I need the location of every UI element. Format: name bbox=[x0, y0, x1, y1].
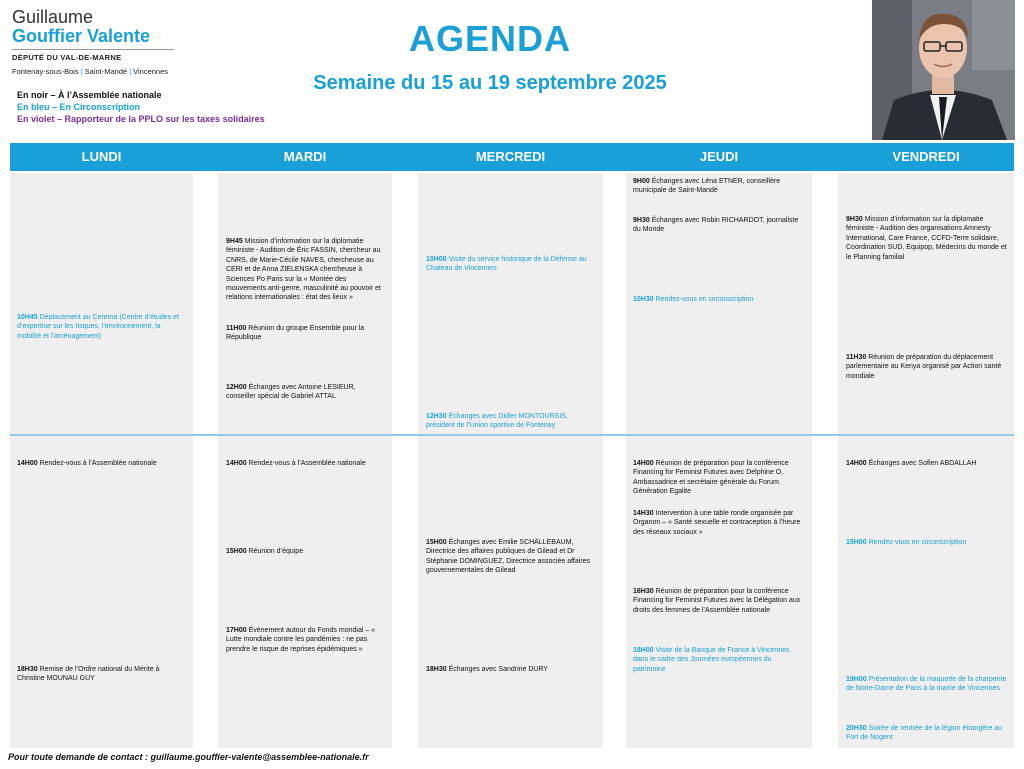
event-text: Réunion de préparation pour la conférence Financing for Feminist Futures avec la Délégation aux droits des femmes de l’Assemblée nationale bbox=[633, 588, 801, 614]
agenda-event bbox=[17, 459, 185, 468]
event-time: 10H45 bbox=[17, 314, 38, 321]
agenda-event bbox=[226, 383, 386, 402]
brand-first-name: Guillaume bbox=[12, 7, 94, 27]
event-text: Rendez-vous à l’Assemblée nationale bbox=[248, 460, 366, 467]
legend-black: En noir – À l’Assemblée nationale bbox=[17, 90, 162, 100]
agenda-event bbox=[226, 324, 386, 343]
agenda-event bbox=[426, 665, 596, 674]
agenda-event bbox=[426, 538, 596, 576]
event-text: Visite du service historique de la Défense au Chateau de Vincennes bbox=[426, 256, 587, 273]
legend-violet: En violet – Rapporteur de la PPLO sur les taxes solidaires bbox=[17, 114, 265, 124]
event-time: 10H00 bbox=[426, 256, 447, 263]
event-text: Réunion de préparation du déplacement parlementaire au Kenya organisé par Action santé mondiale bbox=[846, 354, 1002, 380]
town-vincennes: Vincennes bbox=[133, 67, 169, 76]
event-time: 16H30 bbox=[633, 588, 654, 595]
event-time: 14H00 bbox=[633, 460, 654, 467]
agenda-event bbox=[846, 353, 1008, 381]
event-text: Déplacement au Cerema (Centre d’études et d’expertise sur les risques, l’environnement, la mobilité et l’aménagement) bbox=[17, 314, 179, 340]
event-text: Rendez-vous à l’Assemblée nationale bbox=[39, 460, 157, 467]
event-time: 9H00 bbox=[633, 178, 650, 185]
event-time: 15H00 bbox=[426, 539, 447, 546]
event-time: 20H30 bbox=[846, 725, 867, 732]
town-separator: | bbox=[80, 67, 83, 76]
event-time: 15H00 bbox=[846, 539, 867, 546]
portrait-illustration bbox=[872, 0, 1015, 140]
agenda-event bbox=[17, 665, 185, 684]
event-text: Mission d’information sur la diplomatie féministe - Audition de Éric FASSIN, chercheur au CNRS, de Marie-Cécile NAVES, chercheuse au CERI et de Anna ZIELENSKA chercheuse à Sciences Po Paris sur la « Montée des mouvements anti-genre, masculinité au pouvoir et relations internationales : état des lieux » bbox=[226, 238, 381, 302]
agenda-event bbox=[633, 177, 805, 196]
brand-role: DÉPUTÉ DU VAL-DE-MARNE bbox=[12, 53, 122, 62]
event-text: Échanges avec Sandrine DURY bbox=[448, 666, 549, 673]
day-header-vendredi: VENDREDI bbox=[892, 149, 960, 164]
town-saint-mande: Saint-Mandé bbox=[84, 67, 128, 76]
day-header-mardi: MARDI bbox=[283, 149, 327, 164]
agenda-event bbox=[846, 675, 1008, 694]
agenda-event bbox=[633, 216, 805, 235]
town-fontenay: Fontenay-sous-Bois bbox=[12, 67, 79, 76]
agenda-event bbox=[633, 295, 805, 304]
agenda-event bbox=[846, 215, 1008, 262]
event-text: Évènement autour du Fonds mondial – « Lutte mondiale contre les pandémies : ne pas prendre le risque de reprises épidémiques » bbox=[226, 627, 376, 653]
day-header-jeudi: JEUDI bbox=[699, 149, 739, 164]
agenda-event bbox=[846, 459, 1008, 468]
event-text: Rendez-vous en circonscription bbox=[868, 539, 967, 546]
event-text: Échanges avec Léna ETNER, conseillère municipale de Saint-Mandé bbox=[633, 178, 781, 195]
contact-footer: Pour toute demande de contact : guillaume.gouffier-valente@assemblee-nationale.fr bbox=[8, 752, 369, 762]
event-text: Mission d’information sur la diplomatie féministe - Audition des organisations Amnesty International, Care France, CCFD-Terre solidaire, Coordination SUD, Equipop, Médecins du monde et le Planning familial bbox=[846, 216, 1007, 261]
week-subtitle: Semaine du 15 au 19 septembre 2025 bbox=[313, 72, 667, 94]
event-text: Réunion du groupe Ensemble pour la République bbox=[226, 325, 365, 342]
town-separator: | bbox=[129, 67, 132, 76]
agenda-event bbox=[633, 587, 805, 615]
agenda-event bbox=[633, 459, 805, 497]
brand-block bbox=[12, 8, 212, 76]
day-header-mercredi: MERCREDI bbox=[475, 149, 546, 164]
event-text: Rendez-vous en circonscription bbox=[655, 296, 754, 303]
agenda-event bbox=[426, 412, 596, 431]
event-time: 14H00 bbox=[846, 460, 867, 467]
event-time: 9H30 bbox=[633, 217, 650, 224]
event-text: Soirée de rentrée de la légion étrangère au Fort de Nogent bbox=[846, 725, 1003, 742]
agenda-event bbox=[426, 255, 596, 274]
event-text: Présentation de la maquette de la charpente de Notre-Dame de Paris à la mairie de Vincennes bbox=[846, 676, 1007, 693]
event-text: Visite de la Banque de France à Vincennes dans le cadre des Journées européennes du patrimoine bbox=[633, 647, 790, 673]
event-time: 10H30 bbox=[633, 296, 654, 303]
event-text: Réunion de préparation pour la conférence Financing for Feminist Futures avec Delphine O, Ambassadrice et secrétaire générale du Forum Génération Egalite bbox=[633, 460, 789, 496]
event-time: 17H00 bbox=[226, 627, 247, 634]
event-time: 18H00 bbox=[633, 647, 654, 654]
event-text: Échanges avec Didier MONTOURSIS, président de l’Union sportive de Fontenay bbox=[426, 413, 568, 430]
agenda-event bbox=[846, 538, 1008, 547]
agenda-event bbox=[17, 313, 185, 341]
brand-towns bbox=[12, 67, 212, 76]
brand-rule bbox=[12, 49, 174, 50]
agenda-event bbox=[226, 626, 386, 654]
portrait-photo bbox=[872, 0, 1015, 140]
event-time: 12H30 bbox=[426, 413, 447, 420]
event-time: 12H00 bbox=[226, 384, 247, 391]
event-time: 9H45 bbox=[226, 238, 243, 245]
agenda-event bbox=[226, 237, 386, 303]
event-text: Remise de l’Ordre national du Mérite à Christine MOUNAU GUY bbox=[17, 666, 160, 683]
event-time: 18H30 bbox=[426, 666, 447, 673]
event-time: 19H00 bbox=[846, 676, 867, 683]
page-title: AGENDA bbox=[408, 18, 571, 59]
event-text: Échanges avec Robin RICHARDOT, journaliste du Monde bbox=[633, 217, 799, 234]
event-text: Échanges avec Antoine LESIEUR, conseiller spécial de Gabriel ATTAL bbox=[226, 384, 356, 401]
agenda-event bbox=[633, 646, 805, 674]
event-time: 11H30 bbox=[846, 354, 867, 361]
event-time: 14H00 bbox=[17, 460, 38, 467]
event-text: Échanges avec Sofien ABDALLAH bbox=[868, 460, 977, 467]
agenda-event bbox=[226, 459, 386, 468]
event-time: 11H00 bbox=[226, 325, 247, 332]
event-time: 9H30 bbox=[846, 216, 863, 223]
days-header bbox=[10, 143, 1014, 171]
color-legend bbox=[17, 89, 265, 125]
event-time: 14H30 bbox=[633, 510, 654, 517]
event-time: 18H30 bbox=[17, 666, 38, 673]
event-text: Réunion d’équipe bbox=[248, 548, 304, 555]
event-time: 14H00 bbox=[226, 460, 247, 467]
agenda-event bbox=[846, 724, 1008, 743]
legend-blue: En bleu – En Circonscription bbox=[17, 102, 141, 112]
day-header-lundi: LUNDI bbox=[81, 149, 122, 164]
midday-divider bbox=[10, 434, 1014, 436]
event-time: 15H00 bbox=[226, 548, 247, 555]
agenda-event bbox=[226, 547, 386, 556]
brand-last-name: Gouffier Valente bbox=[12, 26, 151, 46]
event-text: Intervention à une table ronde organisée par Organon – « Santé sexuelle et contraception à l’heure des réseaux sociaux » bbox=[633, 510, 801, 536]
agenda-event bbox=[633, 509, 805, 537]
event-text: Échanges avec Emilie SCHÄLLEBAUM, Directrice des affaires publiques de Gilead et Dr Stéphanie DOMINGUEZ, Directrice associée affaires gouvernementales de Gilead bbox=[426, 539, 591, 575]
